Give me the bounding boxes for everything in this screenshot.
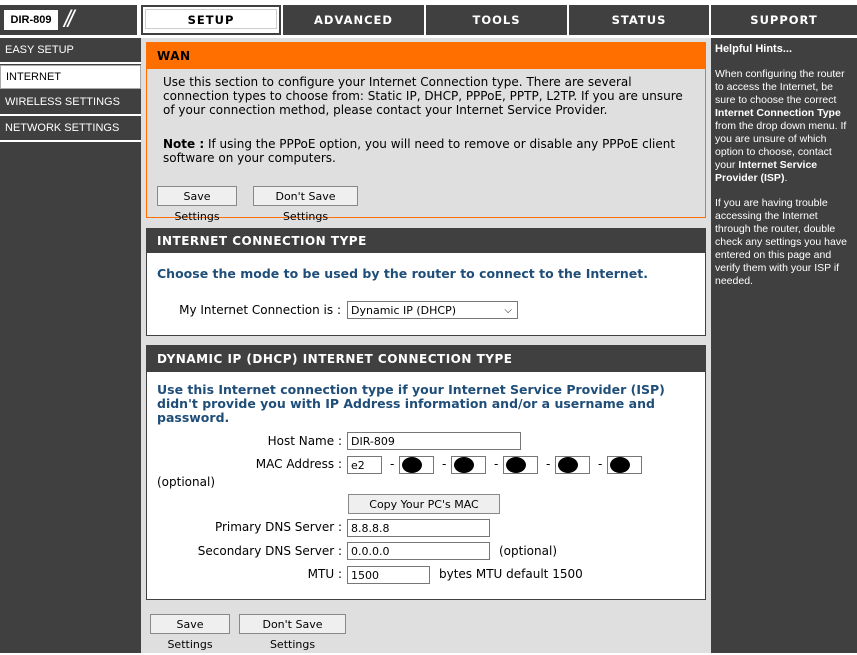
- tab-status[interactable]: STATUS: [569, 5, 709, 35]
- connection-type-prompt: Choose the mode to be used by the router to connect to the Internet.: [157, 266, 649, 281]
- hints-paragraph-1: When configuring the router to access the Internet, be sure to choose the correct Internet Connection Type from the drop down menu. If you are unsure of which option to choose, contact your Internet Service Provider (ISP).: [715, 68, 847, 184]
- mac-octet-6[interactable]: [607, 456, 642, 474]
- sidebar-item-internet[interactable]: INTERNET: [0, 65, 141, 89]
- mac-address-label: MAC Address :: [255, 457, 342, 471]
- connection-type-label: My Internet Connection is :: [179, 303, 341, 317]
- main-content: [141, 38, 711, 653]
- host-name-input[interactable]: DIR-809: [347, 432, 521, 450]
- tab-advanced[interactable]: ADVANCED: [283, 5, 424, 35]
- connection-type-title: INTERNET CONNECTION TYPE: [147, 229, 705, 253]
- connection-type-section: [146, 228, 706, 336]
- secondary-dns-input[interactable]: 0.0.0.0: [347, 542, 490, 560]
- hints-title: Helpful Hints...: [715, 43, 792, 55]
- mac-optional-label: (optional): [157, 475, 215, 489]
- wan-intro: Use this section to configure your Internet Connection type. There are several connection types to choose from: Static IP, DHCP, PPPoE, PPTP, L2TP. If you are unsure of your connection method, please contact your Internet Service Provider.: [163, 75, 683, 117]
- mac-octet-5[interactable]: [555, 456, 590, 474]
- chevron-down-icon: ⌵: [504, 305, 512, 316]
- copy-mac-address-button[interactable]: Copy Your PC's MAC: [348, 494, 500, 514]
- bottom-save-settings-button[interactable]: Save Settings: [150, 614, 230, 634]
- logo-slashes: //: [64, 6, 72, 33]
- mac-octet-1[interactable]: e2: [347, 456, 382, 474]
- sidebar: [0, 38, 141, 653]
- tab-tools[interactable]: TOOLS: [426, 5, 567, 35]
- top-bar: [0, 0, 857, 38]
- wan-section: [146, 42, 706, 223]
- dont-save-settings-button[interactable]: Don't Save Settings: [253, 186, 358, 206]
- secondary-dns-optional: (optional): [499, 544, 557, 558]
- connection-type-select[interactable]: Dynamic IP (DHCP) ⌵: [347, 301, 518, 319]
- mtu-label: MTU :: [307, 567, 342, 581]
- mtu-hint: bytes MTU default 1500: [439, 567, 583, 581]
- brand-logo: [0, 5, 137, 35]
- mtu-input[interactable]: 1500: [347, 566, 430, 584]
- host-name-label: Host Name :: [267, 434, 342, 448]
- model-name: DIR-809: [4, 10, 58, 30]
- secondary-dns-label: Secondary DNS Server :: [197, 544, 342, 558]
- tab-support[interactable]: SUPPORT: [711, 5, 857, 35]
- mac-octet-2[interactable]: [399, 456, 434, 474]
- mac-octet-4[interactable]: [503, 456, 538, 474]
- sidebar-item-network-settings[interactable]: NETWORK SETTINGS: [0, 116, 141, 142]
- sidebar-item-easy-setup[interactable]: EASY SETUP: [0, 38, 141, 64]
- helpful-hints-panel: [711, 38, 857, 653]
- sidebar-item-wireless-settings[interactable]: WIRELESS SETTINGS: [0, 90, 141, 116]
- save-settings-button[interactable]: Save Settings: [157, 186, 237, 206]
- dhcp-title: DYNAMIC IP (DHCP) INTERNET CONNECTION TYPE: [147, 346, 705, 372]
- wan-title: WAN: [147, 43, 705, 69]
- bottom-dont-save-settings-button[interactable]: Don't Save Settings: [239, 614, 346, 634]
- mac-octet-3[interactable]: [451, 456, 486, 474]
- dhcp-description: Use this Internet connection type if your Internet Service Provider (ISP) didn't provide you with IP Address information and/or a username and password.: [157, 382, 665, 425]
- hints-paragraph-2: If you are having trouble accessing the Internet through the router, double check any settings you have entered on this page and verify them with your ISP if needed.: [715, 197, 847, 287]
- dhcp-section: DYNAMIC IP (DHCP) INTERNET CONNECTION TYPE Use this Internet connection type if your Internet Service Provider (ISP) didn't provide you with IP Address information and/or a username and password. Host Name : DIR-809 MAC Address : e2 - - - - - (optional) Copy Your PC's MAC Primary DNS Server : 8.8.8.8 Secondary DNS Server : 0.0.0.0 (optional) MTU : 1500 bytes MTU default 1500: [146, 345, 706, 600]
- primary-dns-label: Primary DNS Server :: [214, 520, 342, 534]
- tab-setup[interactable]: SETUP: [141, 5, 281, 35]
- primary-dns-input[interactable]: 8.8.8.8: [347, 519, 490, 537]
- wan-note: Note : If using the PPPoE option, you will need to remove or disable any PPPoE client software on your computers.: [163, 137, 676, 165]
